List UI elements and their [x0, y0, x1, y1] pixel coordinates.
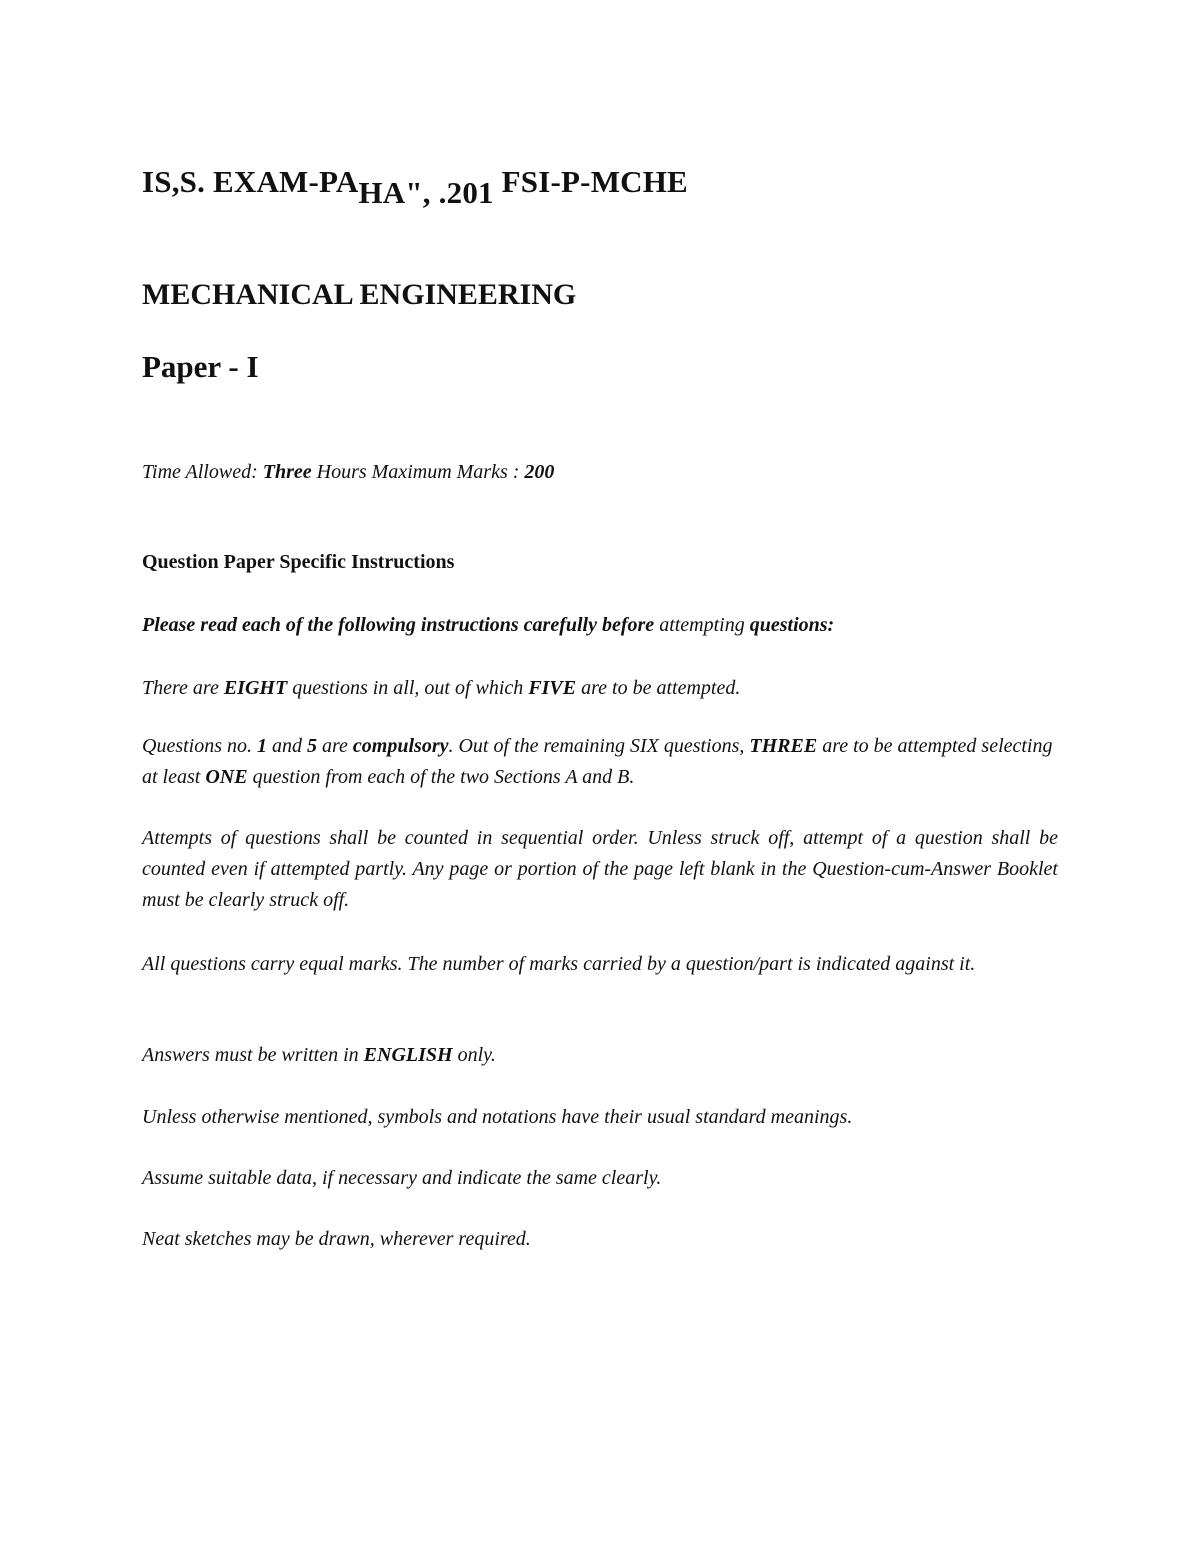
header-part-3: FSI-P-MCHE — [493, 164, 688, 199]
instruction-assume-data: Assume suitable data, if necessary and indicate the same clearly. — [142, 1167, 662, 1189]
text-segment: are to be attempted selecting at least — [142, 735, 1053, 788]
text-segment: Answers must be written in — [142, 1044, 364, 1066]
text-segment: only. — [452, 1044, 496, 1066]
text-segment: are — [317, 735, 353, 757]
time-hours: Three — [262, 461, 312, 483]
please-bold: Please read each of the following instructions carefully before — [142, 614, 655, 636]
paper-title: Paper - I — [142, 349, 259, 384]
text-segment: question from each of the two Sections A and B. — [247, 766, 635, 788]
instruction-notations: Unless otherwise mentioned, symbols and notations have their usual standard meanings. — [142, 1106, 853, 1128]
subject-title: MECHANICAL ENGINEERING — [142, 278, 577, 311]
instruction-eight-questions — [142, 673, 1058, 704]
please-bold-end: questions: — [749, 614, 835, 636]
exam-code-header — [142, 162, 688, 210]
instruction-compulsory — [142, 731, 1058, 793]
time-and-marks — [142, 458, 554, 486]
text-segment: There are — [142, 677, 224, 699]
header-part-1: IS,S. EXAM-PA — [142, 164, 359, 199]
bold-segment: compulsory — [352, 735, 449, 757]
bold-segment: 5 — [307, 735, 317, 757]
text-segment: questions in all, out of which — [287, 677, 529, 699]
instruction-english-only — [142, 1040, 1058, 1071]
bold-segment: ONE — [205, 766, 248, 788]
instruction-sketches: Neat sketches may be drawn, wherever required. — [142, 1228, 531, 1250]
please-normal: attempting — [654, 614, 750, 636]
header-part-2: HA", .201 — [358, 175, 494, 210]
bold-segment: 1 — [257, 735, 267, 757]
max-marks: 200 — [524, 461, 555, 483]
time-middle: Hours Maximum Marks : — [311, 461, 525, 483]
please-read-line — [142, 610, 1058, 641]
text-segment: . Out of the remaining SIX questions, — [448, 735, 750, 757]
text-segment: Questions no. — [142, 735, 257, 757]
instruction-sequential-order: Attempts of questions shall be counted in sequential order. Unless struck off, attempt of a question shall be counted even if attempted partly. Any page or portion of the page left blank in the Question-cum-Answer Booklet must be clearly struck off. — [142, 827, 1058, 911]
bold-segment: EIGHT — [223, 677, 288, 699]
bold-segment: FIVE — [528, 677, 577, 699]
bold-segment: THREE — [749, 735, 818, 757]
instruction-equal-marks: All questions carry equal marks. The number of marks carried by a question/part is indicated against it. — [142, 953, 976, 975]
text-segment: and — [267, 735, 307, 757]
text-segment: are to be attempted. — [576, 677, 741, 699]
bold-segment: ENGLISH — [363, 1044, 453, 1066]
time-label: Time Allowed: — [142, 461, 263, 483]
instructions-heading: Question Paper Specific Instructions — [142, 551, 455, 573]
